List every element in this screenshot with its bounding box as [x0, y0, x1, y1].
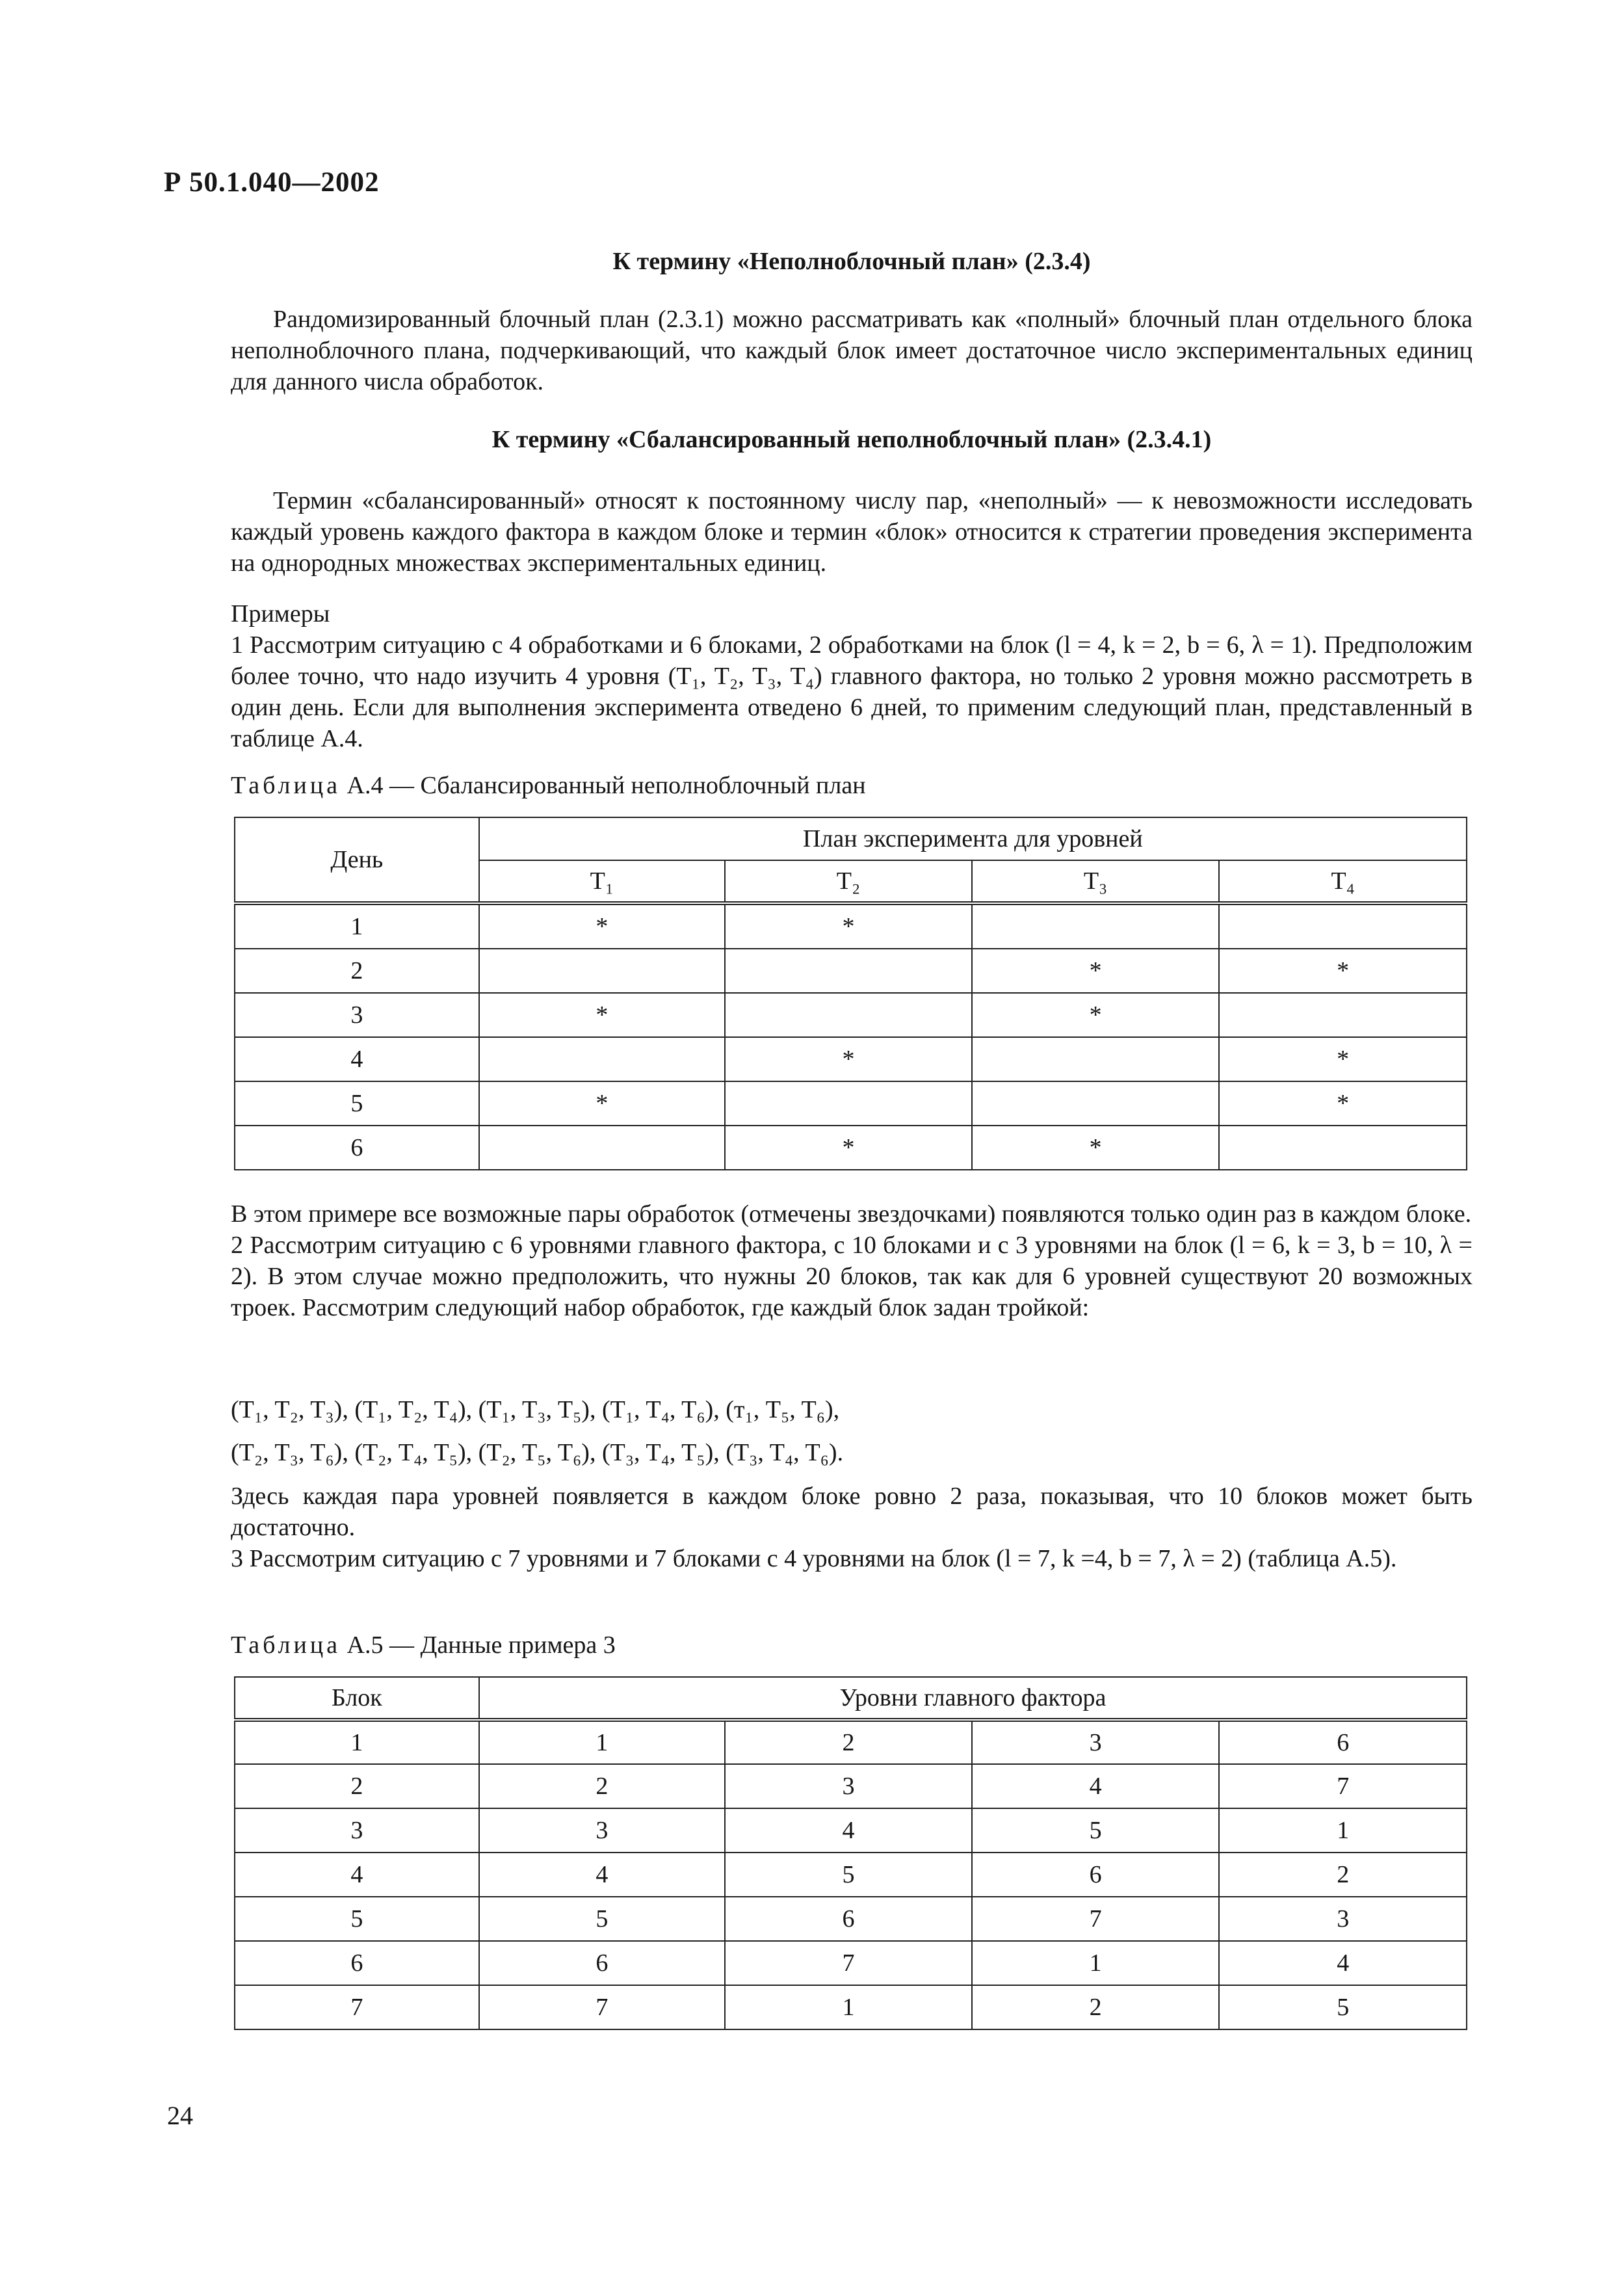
cell: 1 — [235, 903, 479, 949]
table-a4 — [234, 817, 1467, 1170]
section-heading-incomplete-block: К термину «Неполноблочный план» (2.3.4) — [612, 248, 1091, 275]
examples-block — [231, 598, 1473, 754]
paragraph-text: В этом примере все возможные пары обработок (отмечены звездочками) появляются только один раз в каждом блоке. — [231, 1200, 1472, 1228]
cell — [972, 1081, 1220, 1126]
cell: 1 — [235, 1720, 479, 1764]
example-2: 2 Рассмотрим ситуацию с 6 уровнями главного фактора, с 10 блоками и с 3 уровнями на блок (l = 6, k = 3, b = 10, λ = 2). В этом случае можно предположить, что нужны 20 блоков, так как для 6 уровней существуют 20 возможных троек. Рассмотрим следующий набор обработок, где каждый блок задан тройкой: — [231, 1232, 1473, 1321]
cell: * — [479, 903, 726, 949]
cell — [1219, 993, 1467, 1037]
cell: 2 — [235, 1764, 479, 1808]
cell: * — [479, 993, 726, 1037]
table-row — [235, 1037, 1467, 1081]
caption-prefix: Таблица — [231, 1631, 341, 1659]
examples-label: Примеры — [231, 600, 330, 627]
cell: 2 — [972, 1985, 1220, 2029]
cell: 3 — [235, 993, 479, 1037]
cell: 3 — [725, 1764, 972, 1808]
cell: 1 — [725, 1985, 972, 2029]
cell: * — [972, 993, 1220, 1037]
col-header-block: Блок — [235, 1677, 479, 1720]
example-3: 3 Рассмотрим ситуацию с 7 уровнями и 7 блоками с 4 уровнями на блок (l = 7, k =4, b = 7, λ = 2) (таблица А.5). — [231, 1545, 1397, 1572]
document-id: Р 50.1.040—2002 — [164, 167, 380, 198]
cell: 7 — [235, 1985, 479, 2029]
cell — [479, 949, 726, 993]
table-row — [235, 903, 1467, 949]
level-header: T₄ — [1219, 860, 1467, 903]
level-header: T₁ — [479, 860, 726, 903]
cell: 6 — [725, 1897, 972, 1941]
table-row — [235, 993, 1467, 1037]
cell — [479, 1037, 726, 1081]
col-header-levels: Уровни главного фактора — [479, 1677, 1467, 1720]
paragraph-text: Здесь каждая пара уровней появляется в каждом блоке ровно 2 раза, показывая, что 10 блоков может быть достаточно. — [231, 1483, 1473, 1541]
table-row — [235, 1720, 1467, 1764]
cell: 2 — [1219, 1853, 1467, 1897]
cell: 5 — [479, 1897, 726, 1941]
table-row — [235, 949, 1467, 993]
cell: 6 — [479, 1941, 726, 1985]
cell: 2 — [479, 1764, 726, 1808]
cell: 1 — [479, 1720, 726, 1764]
cell: 4 — [235, 1853, 479, 1897]
cell: * — [725, 903, 972, 949]
cell: 3 — [972, 1720, 1220, 1764]
cell: 4 — [725, 1808, 972, 1853]
cell: 7 — [972, 1897, 1220, 1941]
col-header-day: День — [235, 817, 479, 903]
cell — [479, 1126, 726, 1170]
table-row — [235, 1808, 1467, 1853]
section-heading-balanced-block: К термину «Сбалансированный неполноблочный план» (2.3.4.1) — [491, 426, 1212, 453]
after-tuples-text — [231, 1481, 1473, 1574]
cell: 2 — [725, 1720, 972, 1764]
page-number: 24 — [167, 2101, 193, 2130]
section2-paragraph — [231, 485, 1473, 579]
table-row — [235, 1853, 1467, 1897]
example-1: 1 Рассмотрим ситуацию с 4 обработками и 6 блоками, 2 обработками на блок (l = 4, k = 2, b = 6, λ = 1). Предположим более точно, что надо изучить 4 уровня (T₁, T₂, T₃, T₄) главного фактора, но только 2 уровня можно рассмотреть в один день. Если для выполнения эксперимента отведено 6 дней, то применим следующий план, представленный в таблице А.4. — [231, 631, 1473, 752]
cell: * — [972, 1126, 1220, 1170]
level-header: T₂ — [725, 860, 972, 903]
cell — [972, 1037, 1220, 1081]
paragraph-text: Термин «сбалансированный» относят к постоянному числу пар, «неполный» — к невозможности исследовать каждый уровень каждого фактора в каждом блоке и термин «блок» относится к стратегии проведения эксперимента на однородных множествах экспериментальных единиц. — [231, 487, 1473, 577]
cell: 5 — [1219, 1985, 1467, 2029]
cell: 3 — [235, 1808, 479, 1853]
cell: 6 — [1219, 1720, 1467, 1764]
cell: 5 — [235, 1897, 479, 1941]
cell: 5 — [972, 1808, 1220, 1853]
cell: 1 — [972, 1941, 1220, 1985]
table-row — [235, 1897, 1467, 1941]
level-header: T₃ — [972, 860, 1220, 903]
table-row — [235, 1764, 1467, 1808]
table-a5 — [234, 1676, 1467, 2030]
table-a5-caption — [231, 1630, 1473, 1661]
cell: * — [1219, 949, 1467, 993]
cell: * — [725, 1037, 972, 1081]
cell: 6 — [235, 1941, 479, 1985]
cell: * — [1219, 1037, 1467, 1081]
tuples-line-2: (T₂, T₃, T₆), (T₂, T₄, T₅), (T₂, T₅, T₆), (T₃, T₄, T₅), (T₃, T₄, T₆). — [231, 1439, 844, 1466]
cell: * — [479, 1081, 726, 1126]
cell: * — [1219, 1081, 1467, 1126]
cell: 7 — [479, 1985, 726, 2029]
cell: 4 — [1219, 1941, 1467, 1985]
table-a4-caption — [231, 770, 1473, 801]
cell: 1 — [1219, 1808, 1467, 1853]
caption-text: А.5 — Данные примера 3 — [341, 1631, 616, 1659]
table-row — [235, 1081, 1467, 1126]
after-table-a4-text — [231, 1198, 1473, 1323]
cell — [725, 993, 972, 1037]
cell: 4 — [972, 1764, 1220, 1808]
table-row — [235, 1985, 1467, 2029]
cell: 7 — [725, 1941, 972, 1985]
cell: 5 — [725, 1853, 972, 1897]
cell: 7 — [1219, 1764, 1467, 1808]
cell: 2 — [235, 949, 479, 993]
cell: 6 — [972, 1853, 1220, 1897]
cell — [1219, 1126, 1467, 1170]
table-row — [235, 1126, 1467, 1170]
cell: 6 — [235, 1126, 479, 1170]
cell: 4 — [235, 1037, 479, 1081]
tuples-line-1: (T₁, T₂, T₃), (T₁, T₂, T₄), (T₁, T₃, T₅), (T₁, T₄, T₆), (т₁, T₅, T₆), — [231, 1396, 840, 1423]
cell — [972, 903, 1220, 949]
cell — [1219, 903, 1467, 949]
caption-text: А.4 — Сбалансированный неполноблочный план — [341, 772, 866, 799]
cell: * — [725, 1126, 972, 1170]
cell: 5 — [235, 1081, 479, 1126]
cell: * — [972, 949, 1220, 993]
cell: 3 — [1219, 1897, 1467, 1941]
cell: 4 — [479, 1853, 726, 1897]
caption-prefix: Таблица — [231, 772, 341, 799]
cell — [725, 1081, 972, 1126]
col-header-plan: План эксперимента для уровней — [479, 817, 1467, 860]
cell — [725, 949, 972, 993]
table-row — [235, 1941, 1467, 1985]
section1-paragraph — [231, 304, 1473, 397]
paragraph-text: Рандомизированный блочный план (2.3.1) можно рассматривать как «полный» блочный план отдельного блока неполноблочного плана, подчеркивающий, что каждый блок имеет достаточное число экспериментальных единиц для данного числа обработок. — [231, 306, 1473, 395]
cell: 3 — [479, 1808, 726, 1853]
